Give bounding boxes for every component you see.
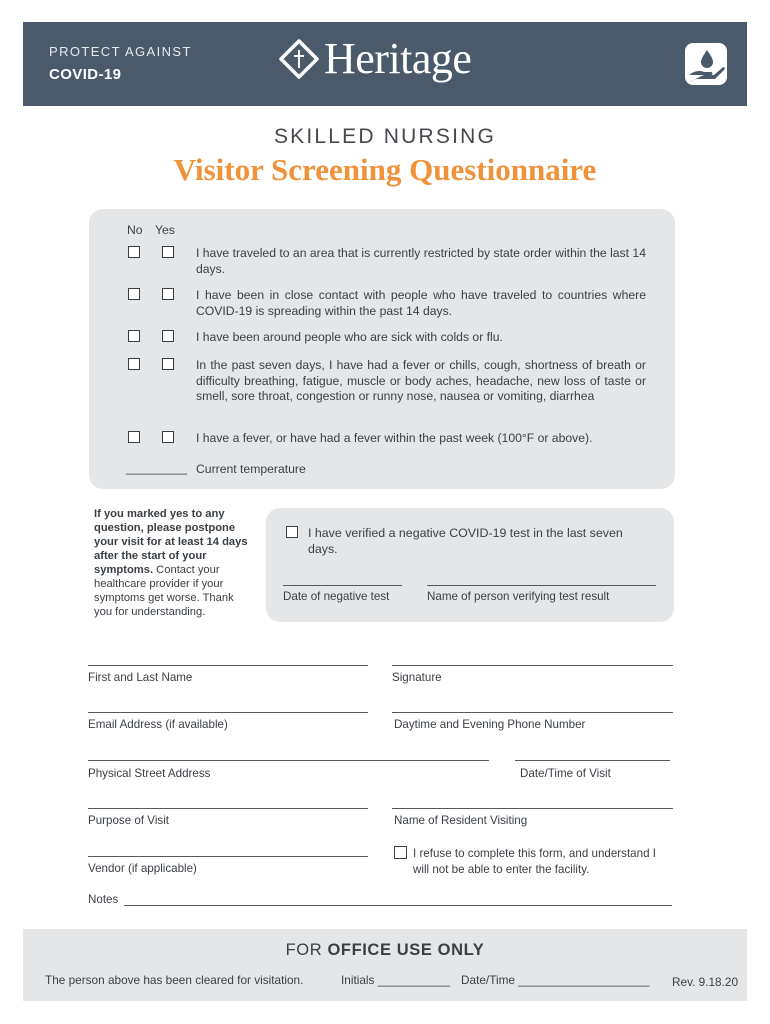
verified-negative-test-text: I have verified a negative COVID-19 test in the last seven days.: [308, 526, 623, 556]
no-column-label: No: [127, 223, 143, 237]
office-datetime-field[interactable]: Date/Time ____________________: [461, 973, 650, 987]
q2-no-checkbox[interactable]: [128, 288, 140, 300]
revision-label: Rev. 9.18.20: [672, 975, 739, 989]
hand-drop-icon: [684, 42, 728, 86]
heritage-logo: [279, 34, 472, 83]
address-field[interactable]: [88, 760, 489, 761]
q4-no-checkbox[interactable]: [128, 358, 140, 370]
cleared-text: The person above has been cleared for visitation.: [45, 973, 304, 987]
phone-label: Daytime and Evening Phone Number: [394, 718, 586, 731]
phone-field[interactable]: [392, 712, 673, 713]
question-3: I have been around people who are sick with colds or flu.: [196, 330, 503, 344]
office-use-prefix: FOR: [285, 941, 323, 959]
temperature-label: Current temperature: [196, 462, 306, 476]
notes-label: Notes: [88, 893, 119, 906]
initials-field[interactable]: Initials ___________: [341, 973, 450, 987]
header-banner: [23, 22, 747, 106]
protect-against-label: PROTECT AGAINST: [49, 44, 192, 59]
temperature-blank[interactable]: _________: [126, 461, 188, 475]
name-label: First and Last Name: [88, 671, 193, 684]
refuse-text: I refuse to complete this form, and understand I will not be able to enter the facility.: [413, 847, 656, 876]
postpone-note: [94, 507, 254, 619]
page-subtitle: SKILLED NURSING: [273, 125, 497, 148]
email-field[interactable]: [88, 712, 368, 713]
resident-field[interactable]: [392, 808, 673, 809]
page-title: Visitor Screening Questionnaire: [173, 152, 597, 187]
question-5: I have a fever, or have had a fever within the past week (100°F or above).: [196, 431, 593, 445]
email-label: Email Address (if available): [88, 718, 228, 731]
verifier-name-label: Name of person verifying test result: [427, 590, 610, 603]
question-4: In the past seven days, I have had a fever or chills, cough, shortness of breath or difficulty breathing, fatigue, muscle or body aches, headache, new loss of taste or smell, sore throat, congestion or runny nose, nausea or vomiting, diarrhea: [196, 358, 646, 404]
name-field[interactable]: [88, 665, 368, 666]
office-use-panel: [23, 929, 747, 1001]
q3-no-checkbox[interactable]: [128, 330, 140, 342]
verifier-name-field[interactable]: [427, 585, 656, 586]
negative-test-date-field[interactable]: [283, 585, 402, 586]
q3-yes-checkbox[interactable]: [162, 330, 174, 342]
address-label: Physical Street Address: [88, 767, 211, 780]
vendor-label: Vendor (if applicable): [88, 862, 197, 875]
q4-yes-checkbox[interactable]: [162, 358, 174, 370]
question-2: I have been in close contact with people who have traveled to countries where COVID-19 is spreading within the past 14 days.: [196, 288, 646, 318]
question-1: I have traveled to an area that is currently restricted by state order within the last 14 days.: [196, 246, 646, 276]
resident-label: Name of Resident Visiting: [394, 814, 528, 827]
postpone-note-text: Contact your healthcare provider if your symptoms get worse. Thank you for understanding.: [94, 564, 234, 618]
vendor-field[interactable]: [88, 856, 368, 857]
q1-yes-checkbox[interactable]: [162, 246, 174, 258]
diamond-cross-icon: [279, 39, 319, 79]
negative-test-date-label: Date of negative test: [283, 590, 390, 603]
q5-no-checkbox[interactable]: [128, 431, 140, 443]
covid-label: COVID-19: [49, 66, 122, 83]
visit-datetime-field[interactable]: [515, 760, 670, 761]
brand-name: Heritage: [324, 34, 472, 83]
refuse-checkbox[interactable]: [394, 846, 407, 859]
q2-yes-checkbox[interactable]: [162, 288, 174, 300]
purpose-label: Purpose of Visit: [88, 814, 169, 827]
signature-label: Signature: [392, 671, 442, 684]
office-use-title: [23, 941, 747, 960]
purpose-field[interactable]: [88, 808, 368, 809]
verified-negative-test-checkbox[interactable]: [286, 526, 298, 538]
q1-no-checkbox[interactable]: [128, 246, 140, 258]
yes-column-label: Yes: [155, 223, 175, 237]
notes-field[interactable]: [124, 905, 672, 906]
signature-field[interactable]: [392, 665, 673, 666]
postpone-note-bold: If you marked yes to any question, please postpone your visit for at least 14 days after the start of your symptoms.: [94, 508, 248, 576]
visit-datetime-label: Date/Time of Visit: [520, 767, 611, 780]
office-use-bold: OFFICE USE ONLY: [327, 941, 485, 959]
q5-yes-checkbox[interactable]: [162, 431, 174, 443]
